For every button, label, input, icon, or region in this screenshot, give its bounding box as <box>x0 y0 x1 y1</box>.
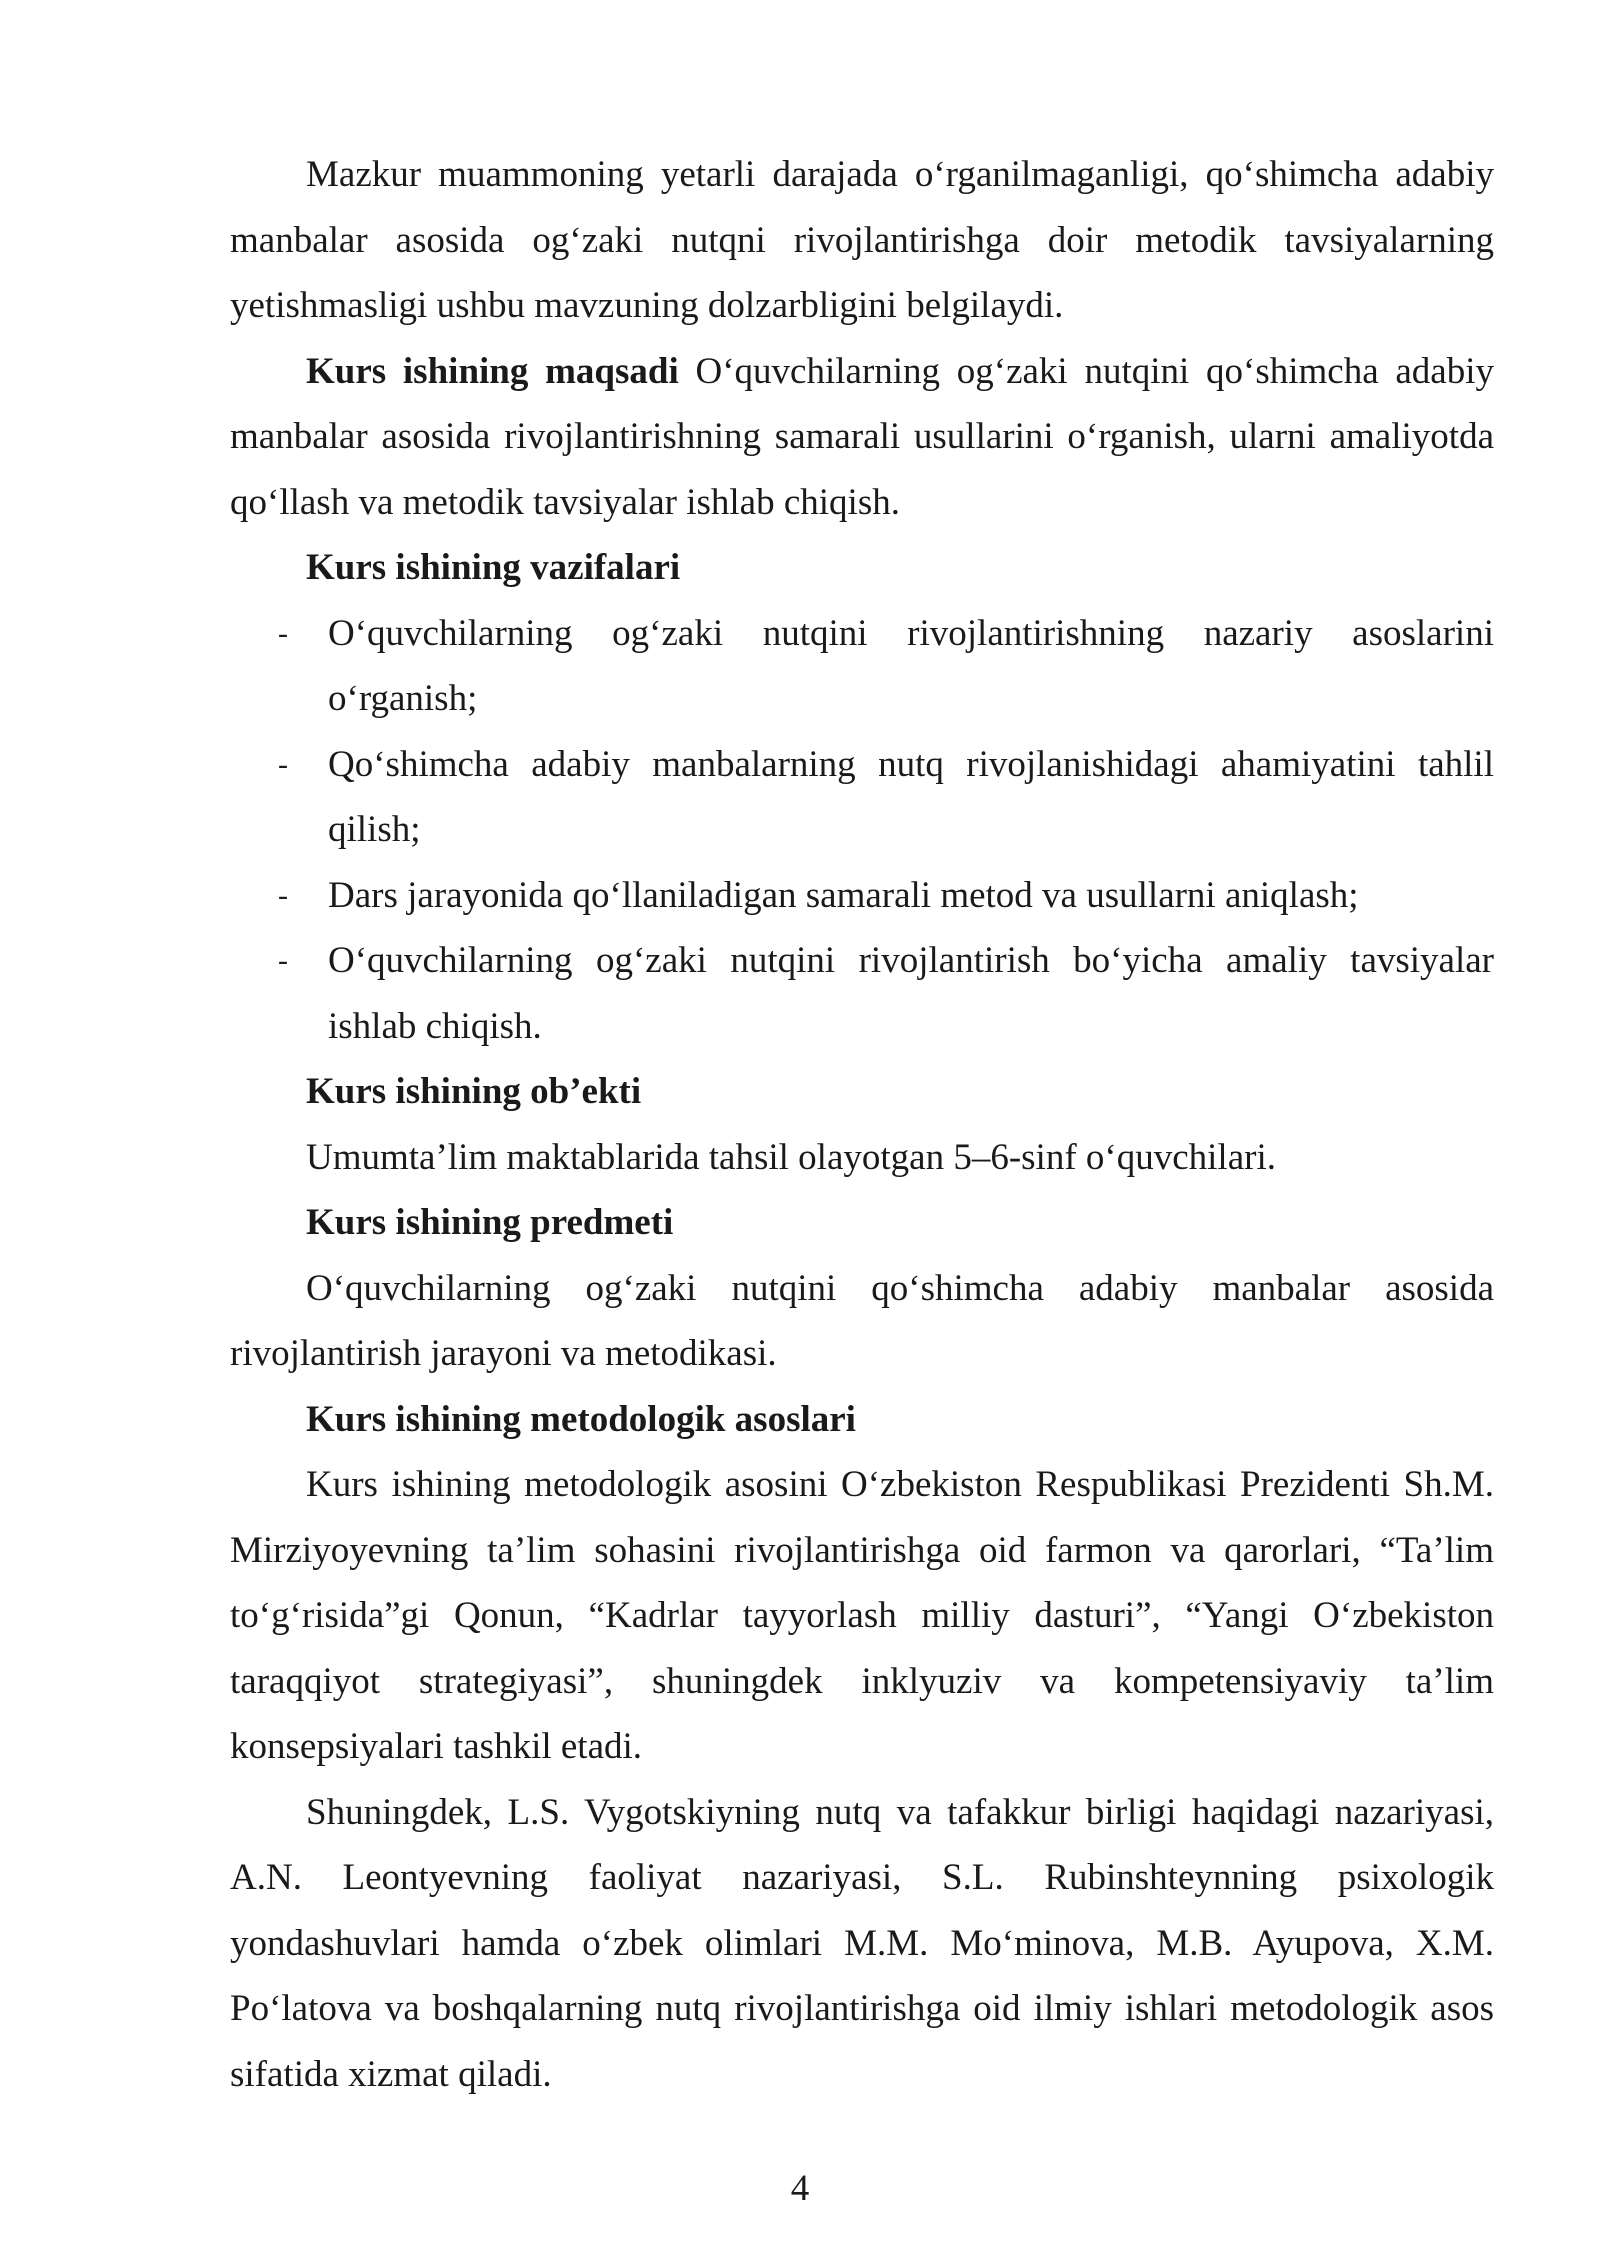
subject-heading: Kurs ishining predmeti <box>306 1202 674 1243</box>
task-bullet: - <box>278 878 288 912</box>
goal-label: Kurs ishining maqsadi <box>306 350 679 392</box>
task-item <box>230 732 1494 863</box>
document-page <box>230 142 1494 2107</box>
methodology-paragraph-1: Kurs ishining metodologik asosini O‘zbekiston Respublikasi Prezidenti Sh.M. Mirziyoyevning ta’lim sohasini rivojlantirishga oid farmon va qarorlari, “Ta’lim to‘g‘risida”gi Qonun, “Kadrlar tayyorlash milliy dasturi”, “Yangi O‘zbekiston taraqqiyot strategiyasi”, shuningdek inklyuziv va kompetensiyaviy ta’lim konsepsiyalari tashkil etadi. <box>230 1464 1494 1767</box>
object-text: Umumta’lim maktablarida tahsil olayotgan 5–6-sinf o‘quvchilari. <box>306 1136 1276 1178</box>
page-number: 4 <box>790 2168 810 2209</box>
tasks-list <box>230 601 1494 1060</box>
task-item <box>230 928 1494 1059</box>
task-item <box>230 863 1494 929</box>
task-text: Dars jarayonida qo‘llaniladigan samarali metod va usullarni aniqlash; <box>328 874 1359 916</box>
task-text: O‘quvchilarning og‘zaki nutqini rivojlantirishning nazariy asoslarini o‘rganish; <box>328 612 1494 719</box>
goal-paragraph <box>230 339 1494 536</box>
subject-text: O‘quvchilarning og‘zaki nutqini qo‘shimcha adabiy manbalar asosida rivojlantirish jarayoni va metodikasi. <box>230 1267 1494 1374</box>
intro-paragraph: Mazkur muammoning yetarli darajada o‘rganilmaganligi, qo‘shimcha adabiy manbalar asosida og‘zaki nutqni rivojlantirishga doir metodik tavsiyalarning yetishmasligi ushbu mavzuning dolzarbligini belgilaydi. <box>230 154 1494 326</box>
task-bullet: - <box>278 747 288 781</box>
task-text: O‘quvchilarning og‘zaki nutqini rivojlantirish bo‘yicha amaliy tavsiyalar ishlab chiqish. <box>328 940 1494 1047</box>
goal-text: O‘quvchilarning og‘zaki nutqini qo‘shimcha adabiy manbalar asosida rivojlantirishning samarali usullarini o‘rganish, ularni amaliyotda qo‘llash va metodik tavsiyalar ishlab chiqish. <box>230 350 1494 523</box>
object-heading: Kurs ishining ob’ekti <box>306 1071 642 1112</box>
task-item <box>230 601 1494 732</box>
task-bullet: - <box>278 944 288 977</box>
methodology-heading: Kurs ishining metodologik asoslari <box>306 1398 856 1440</box>
task-bullet: - <box>278 616 288 650</box>
methodology-paragraph-2: Shuningdek, L.S. Vygotskiyning nutq va tafakkur birligi haqidagi nazariyasi, A.N. Leontyevning faoliyat nazariyasi, S.L. Rubinshteynning psixologik yondashuvlari hamda o‘zbek olimlari M.M. Mo‘minova, M.B. Ayupova, X.M. Po‘latova va boshqalarning nutq rivojlantirishga oid ilmiy ishlari metodologik asos sifatida xizmat qiladi. <box>230 1791 1494 2095</box>
task-text: Qo‘shimcha adabiy manbalarning nutq rivojlanishidagi ahamiyatini tahlil qilish; <box>328 743 1494 850</box>
tasks-heading: Kurs ishining vazifalari <box>306 547 681 588</box>
